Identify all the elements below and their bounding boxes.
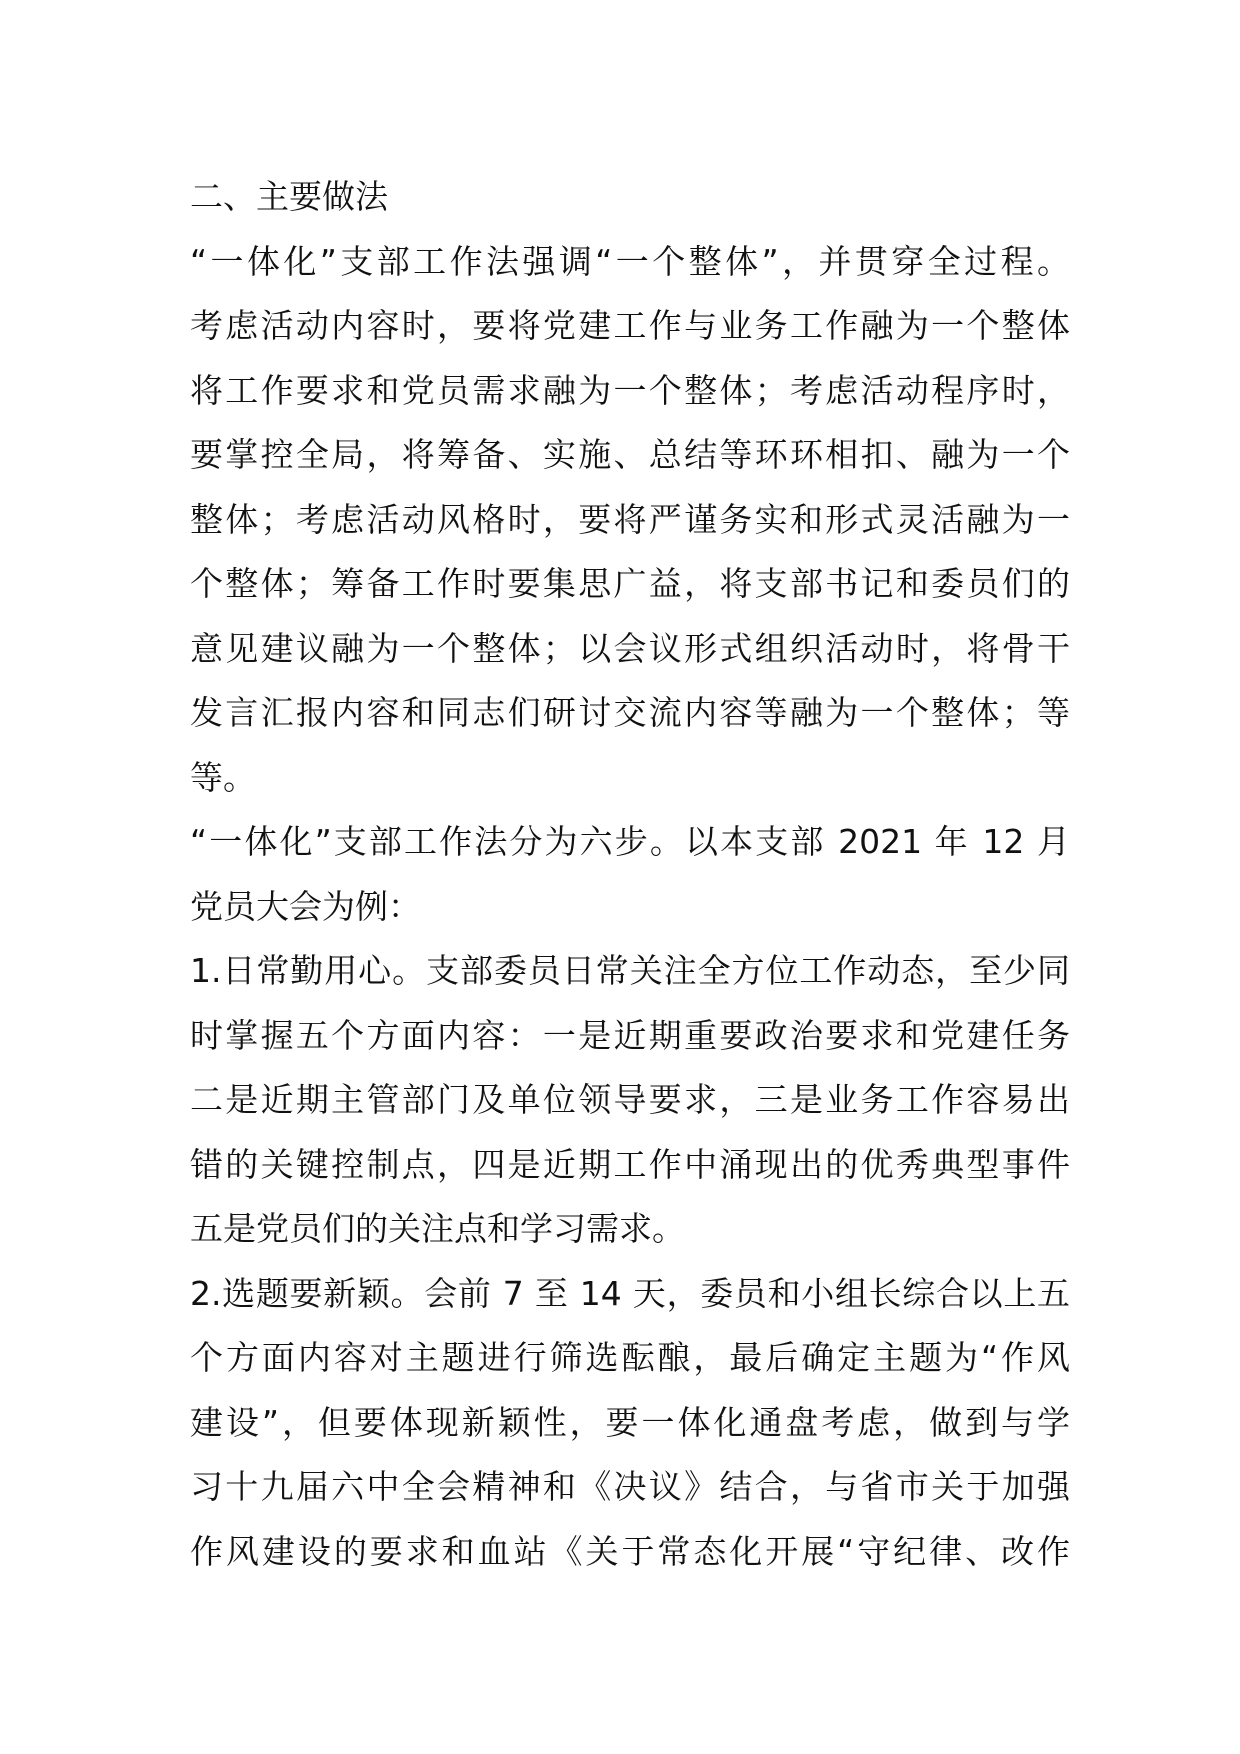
text-line: 作风建设的要求和血站《关于常态化开展“守纪律、改作 <box>190 1531 1070 1571</box>
text-line: 发言汇报内容和同志们研讨交流内容等融为一个整体；等 <box>190 693 1070 732</box>
text-line: 错的关键控制点，四是近期工作中涌现出的优秀典型事件 <box>190 1144 1070 1184</box>
text-line: 二是近期主管部门及单位领导要求，三是业务工作容易出 <box>190 1080 1070 1119</box>
text-line: 党员大会为例： <box>190 886 421 926</box>
section-heading: 二、主要做法 <box>190 177 388 216</box>
text-line: 要掌控全局，将筹备、实施、总结等环环相扣、融为一个 <box>190 435 1070 474</box>
text-line: 时掌握五个方面内容：一是近期重要政治要求和党建任务 <box>190 1015 1070 1055</box>
document-body <box>190 165 1070 1584</box>
text-line: 等。 <box>190 757 256 797</box>
text-line: 习十九届六中全会精神和《决议》结合，与省市关于加强 <box>190 1467 1070 1506</box>
text-line: 个方面内容对主题进行筛选酝酿，最后确定主题为“作风 <box>190 1338 1070 1377</box>
paragraph-step-1 <box>190 939 1070 1262</box>
paragraph-overview <box>190 230 1070 811</box>
paragraph-six-steps <box>190 810 1070 939</box>
text-line: “一体化”支部工作法强调“一个整体”，并贯穿全过程。 <box>190 241 1070 281</box>
text-line: “一体化”支部工作法分为六步。以本支部 2021 年 12 月 <box>190 822 1071 861</box>
paragraph-step-2 <box>190 1262 1070 1585</box>
text-line: 意见建议融为一个整体；以会议形式组织活动时，将骨干 <box>190 628 1070 668</box>
text-line: 将工作要求和党员需求融为一个整体；考虑活动程序时， <box>190 370 1070 410</box>
text-line: 五是党员们的关注点和学习需求。 <box>190 1209 685 1248</box>
text-line: 考虑活动内容时，要将党建工作与业务工作融为一个整体 <box>190 306 1070 345</box>
text-line: 整体；考虑活动风格时，要将严谨务实和形式灵活融为一 <box>190 499 1070 539</box>
text-line: 2.选题要新颖。会前 7 至 14 天，委员和小组长综合以上五 <box>190 1273 1070 1313</box>
text-line: 建设”，但要体现新颖性，要一体化通盘考虑，做到与学 <box>190 1402 1070 1442</box>
text-line: 个整体；筹备工作时要集思广益，将支部书记和委员们的 <box>190 564 1070 603</box>
text-line: 1.日常勤用心。支部委员日常关注全方位工作动态，至少同 <box>190 951 1070 990</box>
